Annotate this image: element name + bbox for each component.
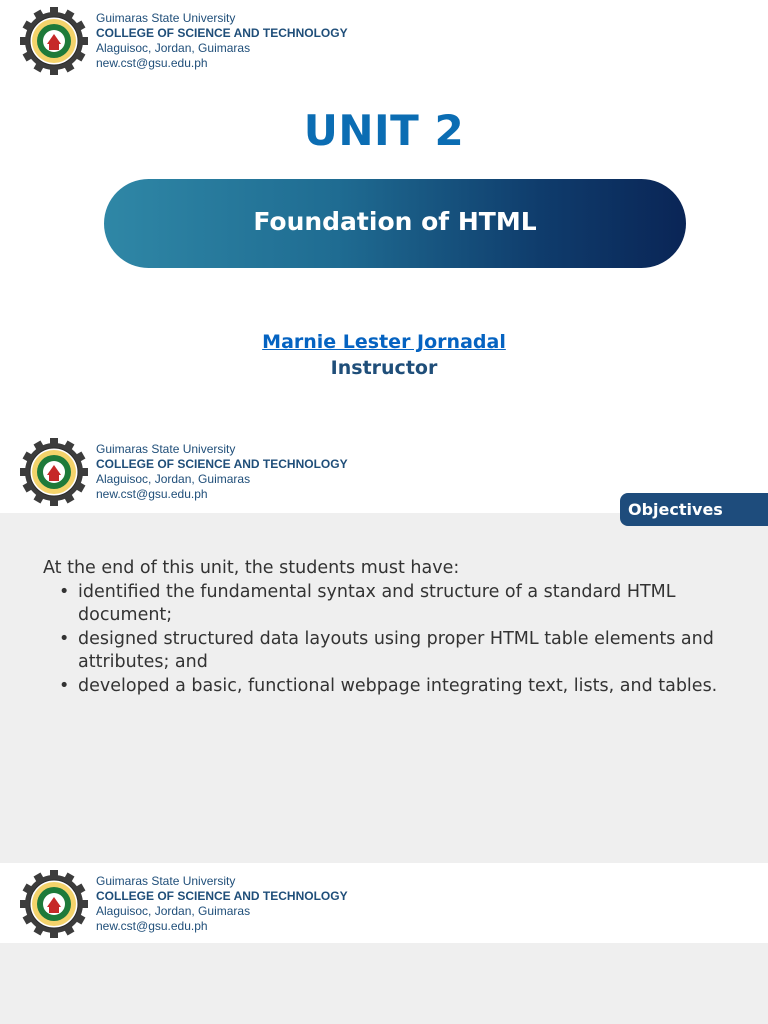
objectives-tag-label: Objectives (628, 500, 723, 519)
header-text (96, 11, 348, 71)
objectives-slide (0, 431, 768, 863)
objective-text: developed a basic, functional webpage integrating text, lists, and tables. (78, 675, 718, 696)
email: new.cst@gsu.edu.ph (96, 919, 208, 933)
college-name: COLLEGE OF SCIENCE AND TECHNOLOGY (96, 26, 348, 40)
objectives-list (43, 581, 743, 699)
objective-text: designed structured data layouts using proper HTML table elements and attributes; and (78, 628, 714, 672)
bullet-icon: • (59, 628, 70, 649)
email: new.cst@gsu.edu.ph (96, 487, 208, 501)
title-slide (0, 0, 768, 431)
college-name: COLLEGE OF SCIENCE AND TECHNOLOGY (96, 457, 348, 471)
gsu-logo-icon (20, 870, 88, 938)
gsu-logo-icon (20, 438, 88, 506)
objectives-tag (620, 493, 768, 526)
instructor-role: Instructor (330, 357, 438, 379)
address: Alaguisoc, Jordan, Guimaras (96, 472, 251, 486)
instructor-name-link[interactable]: Marnie Lester Jornadal (262, 331, 506, 353)
bullet-icon: • (59, 581, 70, 602)
address: Alaguisoc, Jordan, Guimaras (96, 904, 251, 918)
objective-text: identified the fundamental syntax and structure of a standard HTML document; (78, 581, 676, 625)
bullet-icon: • (59, 675, 70, 696)
address: Alaguisoc, Jordan, Guimaras (96, 41, 251, 55)
next-slide (0, 863, 768, 1024)
unit-title: UNIT 2 (303, 106, 465, 155)
list-item (43, 628, 743, 675)
objectives-body (43, 557, 743, 698)
university-name: Guimaras State University (96, 11, 236, 25)
topic-title: Foundation of HTML (253, 207, 537, 236)
list-item (43, 581, 743, 628)
list-item (43, 675, 743, 699)
header-text (96, 442, 348, 502)
university-name: Guimaras State University (96, 442, 236, 456)
topic-banner (104, 179, 686, 268)
slide-header (0, 863, 768, 943)
gsu-logo-icon (20, 7, 88, 75)
college-name: COLLEGE OF SCIENCE AND TECHNOLOGY (96, 889, 348, 903)
header-text (96, 874, 348, 934)
objectives-intro: At the end of this unit, the students must have: (43, 558, 460, 578)
slide-header (0, 0, 768, 80)
university-name: Guimaras State University (96, 874, 236, 888)
email: new.cst@gsu.edu.ph (96, 56, 208, 70)
content-area (0, 943, 768, 1024)
